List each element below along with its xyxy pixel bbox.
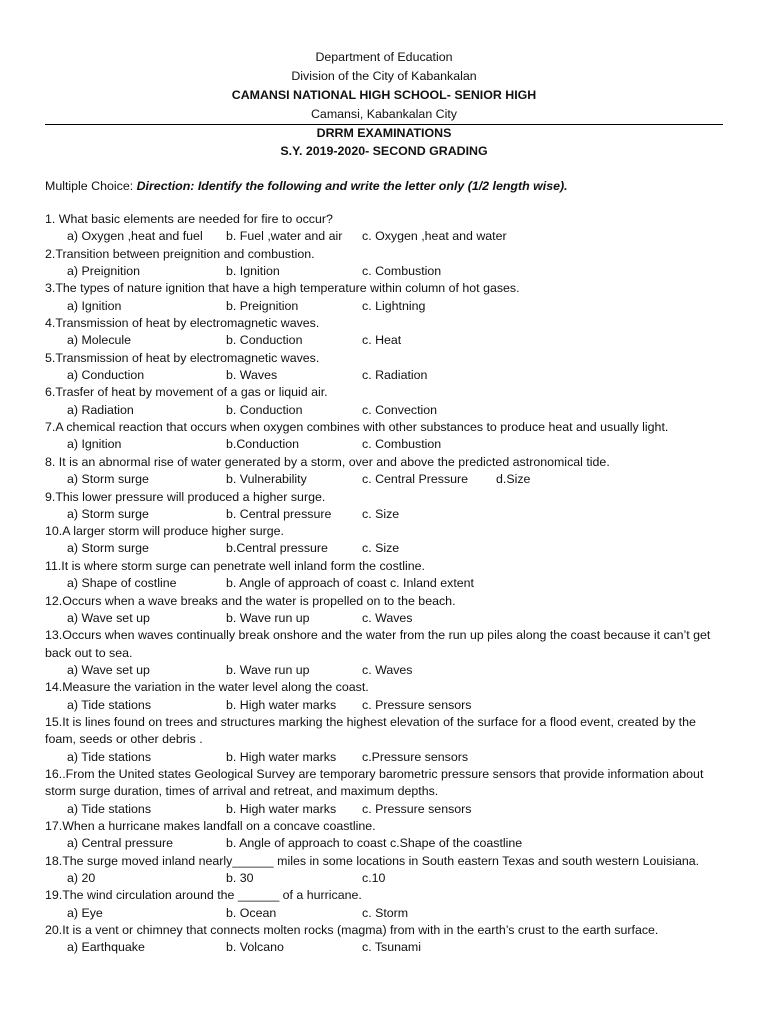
option-a: a) Tide stations <box>67 697 152 712</box>
direction-line <box>45 177 568 195</box>
option-b: b. Waves <box>226 368 278 383</box>
school-address: Camansi, Kabankalan City <box>310 107 457 121</box>
option-a: a) Radiation <box>67 402 134 417</box>
option-a: a) Tide stations <box>67 749 152 764</box>
exam-title: DRRM EXAMINATIONS <box>316 126 452 140</box>
division-line: Division of the City of Kabankalan <box>291 69 477 83</box>
exam-title-block <box>0 124 768 160</box>
question-4: 4.Transmission of heat by electromagnetic waves. <box>45 316 320 331</box>
options-9 <box>45 506 725 523</box>
option-c: c. Convection <box>362 402 438 417</box>
option-a: a) Earthquake <box>67 940 145 955</box>
option-a: a) Preignition <box>67 263 141 278</box>
option-c: c. Tsunami <box>362 940 421 955</box>
question-12: 12.Occurs when a wave breaks and the water is propelled on to the beach. <box>45 593 456 608</box>
option-c: c. Combustion <box>362 263 442 278</box>
option-b-and-c: b. Angle of approach to coast c.Shape of the coastline <box>226 836 523 851</box>
option-a: a) Tide stations <box>67 801 152 816</box>
question-20: 20.It is a vent or chimney that connects molten rocks (magma) from with in the earth’s crust to the earth surface. <box>45 922 659 937</box>
option-c: c. Combustion <box>362 437 442 452</box>
question-1: 1. What basic elements are needed for fire to occur? <box>45 212 333 226</box>
question-list <box>45 211 725 957</box>
options-18 <box>45 870 725 887</box>
options-13 <box>45 662 725 679</box>
options-16 <box>45 801 725 818</box>
question-14: 14.Measure the variation in the water level along the coast. <box>45 680 369 695</box>
option-c: c. Pressure sensors <box>362 801 472 816</box>
options-10 <box>45 540 725 557</box>
option-a: a) Eye <box>67 905 103 920</box>
option-b: b. Vulnerability <box>226 472 307 487</box>
option-a: a) Conduction <box>67 368 145 383</box>
question-16: 16..From the United states Geological Survey are temporary barometric pressure sensors that provide information about storm surge duration, times of arrival and retreat, and maximum depths. <box>45 766 704 799</box>
option-b: b. Fuel ,water and air <box>226 229 343 244</box>
department-line: Department of Education <box>315 50 453 64</box>
option-c: c. Waves <box>362 662 413 677</box>
option-a: a) Storm surge <box>67 506 149 521</box>
direction-text: Direction: Identify the following and write the letter only (1/2 length wise). <box>136 179 568 193</box>
school-year: S.Y. 2019-2020- SECOND GRADING <box>280 144 488 158</box>
option-c: c. Waves <box>362 610 413 625</box>
option-b: b. Conduction <box>226 333 303 348</box>
option-c: c.Pressure sensors <box>362 749 469 764</box>
options-15 <box>45 749 725 766</box>
school-name: CAMANSI NATIONAL HIGH SCHOOL- SENIOR HIGH <box>231 88 537 102</box>
direction-label: Multiple Choice: <box>45 179 137 193</box>
option-b: b. Ignition <box>226 263 280 278</box>
option-b: b. High water marks <box>226 749 337 764</box>
option-b: b. Volcano <box>226 940 284 955</box>
option-b: b. High water marks <box>226 697 337 712</box>
question-11: 11.It is where storm surge can penetrate well inland form the costline. <box>45 558 425 573</box>
option-a: a) 20 <box>67 870 96 885</box>
options-19 <box>45 905 725 922</box>
option-b: b. Wave run up <box>226 610 310 625</box>
options-3 <box>45 298 725 315</box>
option-a: a) Oxygen ,heat and fuel <box>67 229 203 244</box>
document-header <box>0 48 768 124</box>
options-12 <box>45 610 725 627</box>
option-b: b. 30 <box>226 870 254 885</box>
question-10: 10.A larger storm will produce higher surge. <box>45 524 284 539</box>
option-b-and-c: b. Angle of approach of coast c. Inland extent <box>226 576 474 591</box>
option-b: b. Preignition <box>226 298 299 313</box>
option-c: c.10 <box>362 870 386 885</box>
question-7: 7.A chemical reaction that occurs when oxygen combines with other substances to produce heat and usually light. <box>45 420 669 435</box>
option-c: c. Central Pressure <box>362 472 469 487</box>
option-c: c. Pressure sensors <box>362 697 472 712</box>
option-a: a) Wave set up <box>67 662 150 677</box>
option-c: c. Lightning <box>362 298 426 313</box>
question-3: 3.The types of nature ignition that have a high temperature within column of hot gases. <box>45 281 520 296</box>
question-5: 5.Transmission of heat by electromagnetic waves. <box>45 350 320 365</box>
option-d: d.Size <box>496 472 531 487</box>
option-b: b. Central pressure <box>226 506 332 521</box>
question-8: 8. It is an abnormal rise of water generated by a storm, over and above the predicted astronomical tide. <box>45 454 610 469</box>
option-a: a) Ignition <box>67 298 122 313</box>
question-6: 6.Trasfer of heat by movement of a gas or liquid air. <box>45 385 328 400</box>
options-4 <box>45 332 725 349</box>
option-c: c. Heat <box>362 333 402 348</box>
question-13: 13.Occurs when waves continually break onshore and the water from the run up piles along the coast because it can’t get back out to sea. <box>45 628 711 660</box>
question-9: 9.This lower pressure will produced a higher surge. <box>45 489 326 504</box>
options-2 <box>45 263 725 280</box>
option-c: c. Storm <box>362 905 409 920</box>
option-c: c. Size <box>362 506 400 521</box>
options-5 <box>45 367 725 384</box>
question-15: 15.It is lines found on trees and structures marking the highest elevation of the surface for a flood event, created by the foam, seeds or other debris . <box>45 714 696 747</box>
options-14 <box>45 697 725 714</box>
options-6 <box>45 402 725 419</box>
options-11 <box>45 575 725 592</box>
option-a: a) Storm surge <box>67 472 149 487</box>
option-a: a) Storm surge <box>67 541 149 556</box>
question-19: 19.The wind circulation around the ______ of a hurricane. <box>45 888 362 903</box>
option-b: b. Conduction <box>226 402 303 417</box>
question-17: 17.When a hurricane makes landfall on a concave coastline. <box>45 818 376 833</box>
option-b: b. High water marks <box>226 801 337 816</box>
option-a: a) Molecule <box>67 333 132 348</box>
option-b: b.Central pressure <box>226 541 328 556</box>
question-18: 18.The surge moved inland nearly______ miles in some locations in South eastern Texas and south western Louisiana. <box>45 853 700 868</box>
option-a: a) Shape of costline <box>67 576 177 591</box>
options-8 <box>45 471 725 488</box>
option-a: a) Wave set up <box>67 610 150 625</box>
options-20 <box>45 939 725 956</box>
options-7 <box>45 436 725 453</box>
question-2: 2.Transition between preignition and combustion. <box>45 246 315 261</box>
option-b: b.Conduction <box>226 437 300 452</box>
option-b: b. Wave run up <box>226 662 310 677</box>
options-17 <box>45 835 725 852</box>
option-a: a) Central pressure <box>67 836 174 851</box>
option-c: c. Radiation <box>362 368 428 383</box>
option-a: a) Ignition <box>67 437 122 452</box>
option-c: c. Oxygen ,heat and water <box>362 229 507 244</box>
options-1 <box>45 228 725 245</box>
option-b: b. Ocean <box>226 905 277 920</box>
option-c: c. Size <box>362 541 400 556</box>
